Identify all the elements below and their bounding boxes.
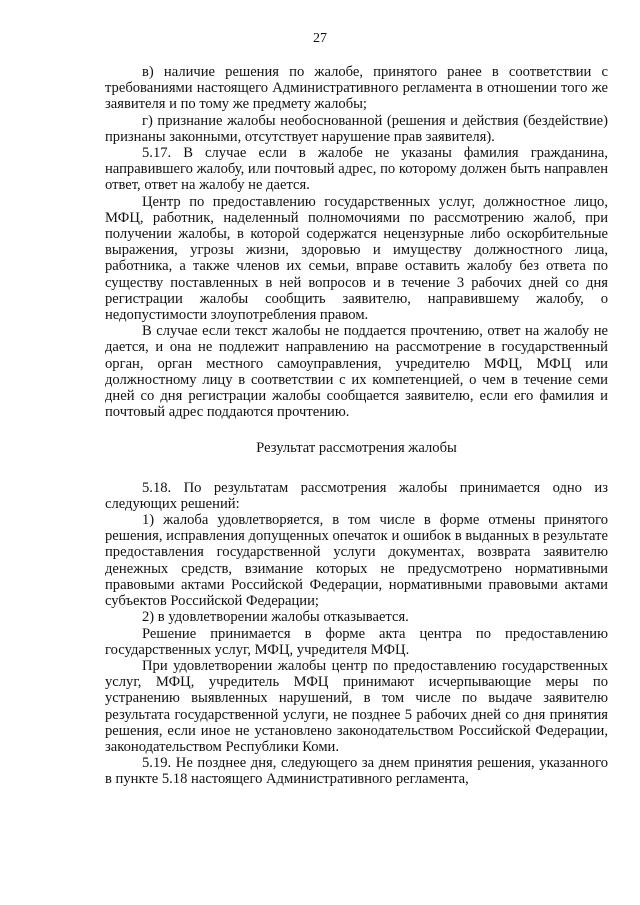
paragraph-5-19: 5.19. Не позднее дня, следующего за днем принятия решения, указанного в пункте 5.18 настоящего Административного регламента,: [105, 755, 608, 788]
paragraph-offensive-complaints: Центр по предоставлению государственных услуг, должностное лицо, МФЦ, работник, наделенный полномочиями по рассмотрению жалоб, при получении жалобы, в которой содержатся нецензурные либо оскорбительные выражения, угрозы жизни, здоровью и имуществу должностного лица, работника, а также членов их семьи, вправе оставить жалобу без ответа по существу поставленных в ней вопросов и в течение 3 рабочих дней со дня регистрации жалобы сообщить заявителю, направившему жалобу, о недопустимости злоупотребления правом.: [105, 193, 608, 324]
paragraph-remedy-measures: При удовлетворении жалобы центр по предоставлению государственных услуг, МФЦ, учредитель МФЦ принимают исчерпывающие меры по устранению выявленных нарушений, в том числе по выдаче заявителю результата государственной услуги, не позднее 5 рабочих дней со дня принятия решения, если иное не установлено законодательством Российской Федерации, законодательством Республики Коми.: [105, 657, 608, 755]
paragraph-decision-2: 2) в удовлетворении жалобы отказывается.: [142, 609, 409, 626]
paragraph-item-g: г) признание жалобы необоснованной (решения и действия (бездействие) признаны законными, отсутствует нарушение прав заявителя).: [105, 112, 608, 145]
section-heading: Результат рассмотрения жалобы: [256, 440, 457, 457]
paragraph-5-18: 5.18. По результатам рассмотрения жалобы принимается одно из следующих решений:: [105, 479, 608, 512]
paragraph-decision-1: 1) жалоба удовлетворяется, в том числе в форме отмены принятого решения, исправления допущенных опечаток и ошибок в выданных в результате предоставления государственной услуги документах, возврата заявителю денежных средств, взимание которых не предусмотрено нормативными правовыми актами Российской Федерации, нормативными правовыми актами субъектов Российской Федерации;: [105, 512, 608, 610]
paragraph-5-17: 5.17. В случае если в жалобе не указаны фамилия гражданина, направившего жалобу, или почтовый адрес, по которому должен быть направлен ответ, ответ на жалобу не дается.: [105, 145, 608, 194]
paragraph-item-v: в) наличие решения по жалобе, принятого ранее в соответствии с требованиями настоящего Административного регламента в отношении того же заявителя и по тому же предмету жалобы;: [105, 64, 608, 113]
paragraph-unreadable-complaints: В случае если текст жалобы не поддается прочтению, ответ на жалобу не дается, и она не подлежит направлению на рассмотрение в государственный орган, орган местного самоуправления, учредителю МФЦ, МФЦ или должностному лицу в соответствии с их компетенцией, о чем в течение семи дней со дня регистрации жалобы сообщается заявителю, если его фамилия и почтовый адрес поддаются прочтению.: [105, 323, 608, 421]
document-body: [105, 64, 608, 788]
page-number: 27: [313, 31, 327, 46]
paragraph-decision-form: Решение принимается в форме акта центра по предоставлению государственных услуг, МФЦ, учредителя МФЦ.: [105, 625, 608, 658]
